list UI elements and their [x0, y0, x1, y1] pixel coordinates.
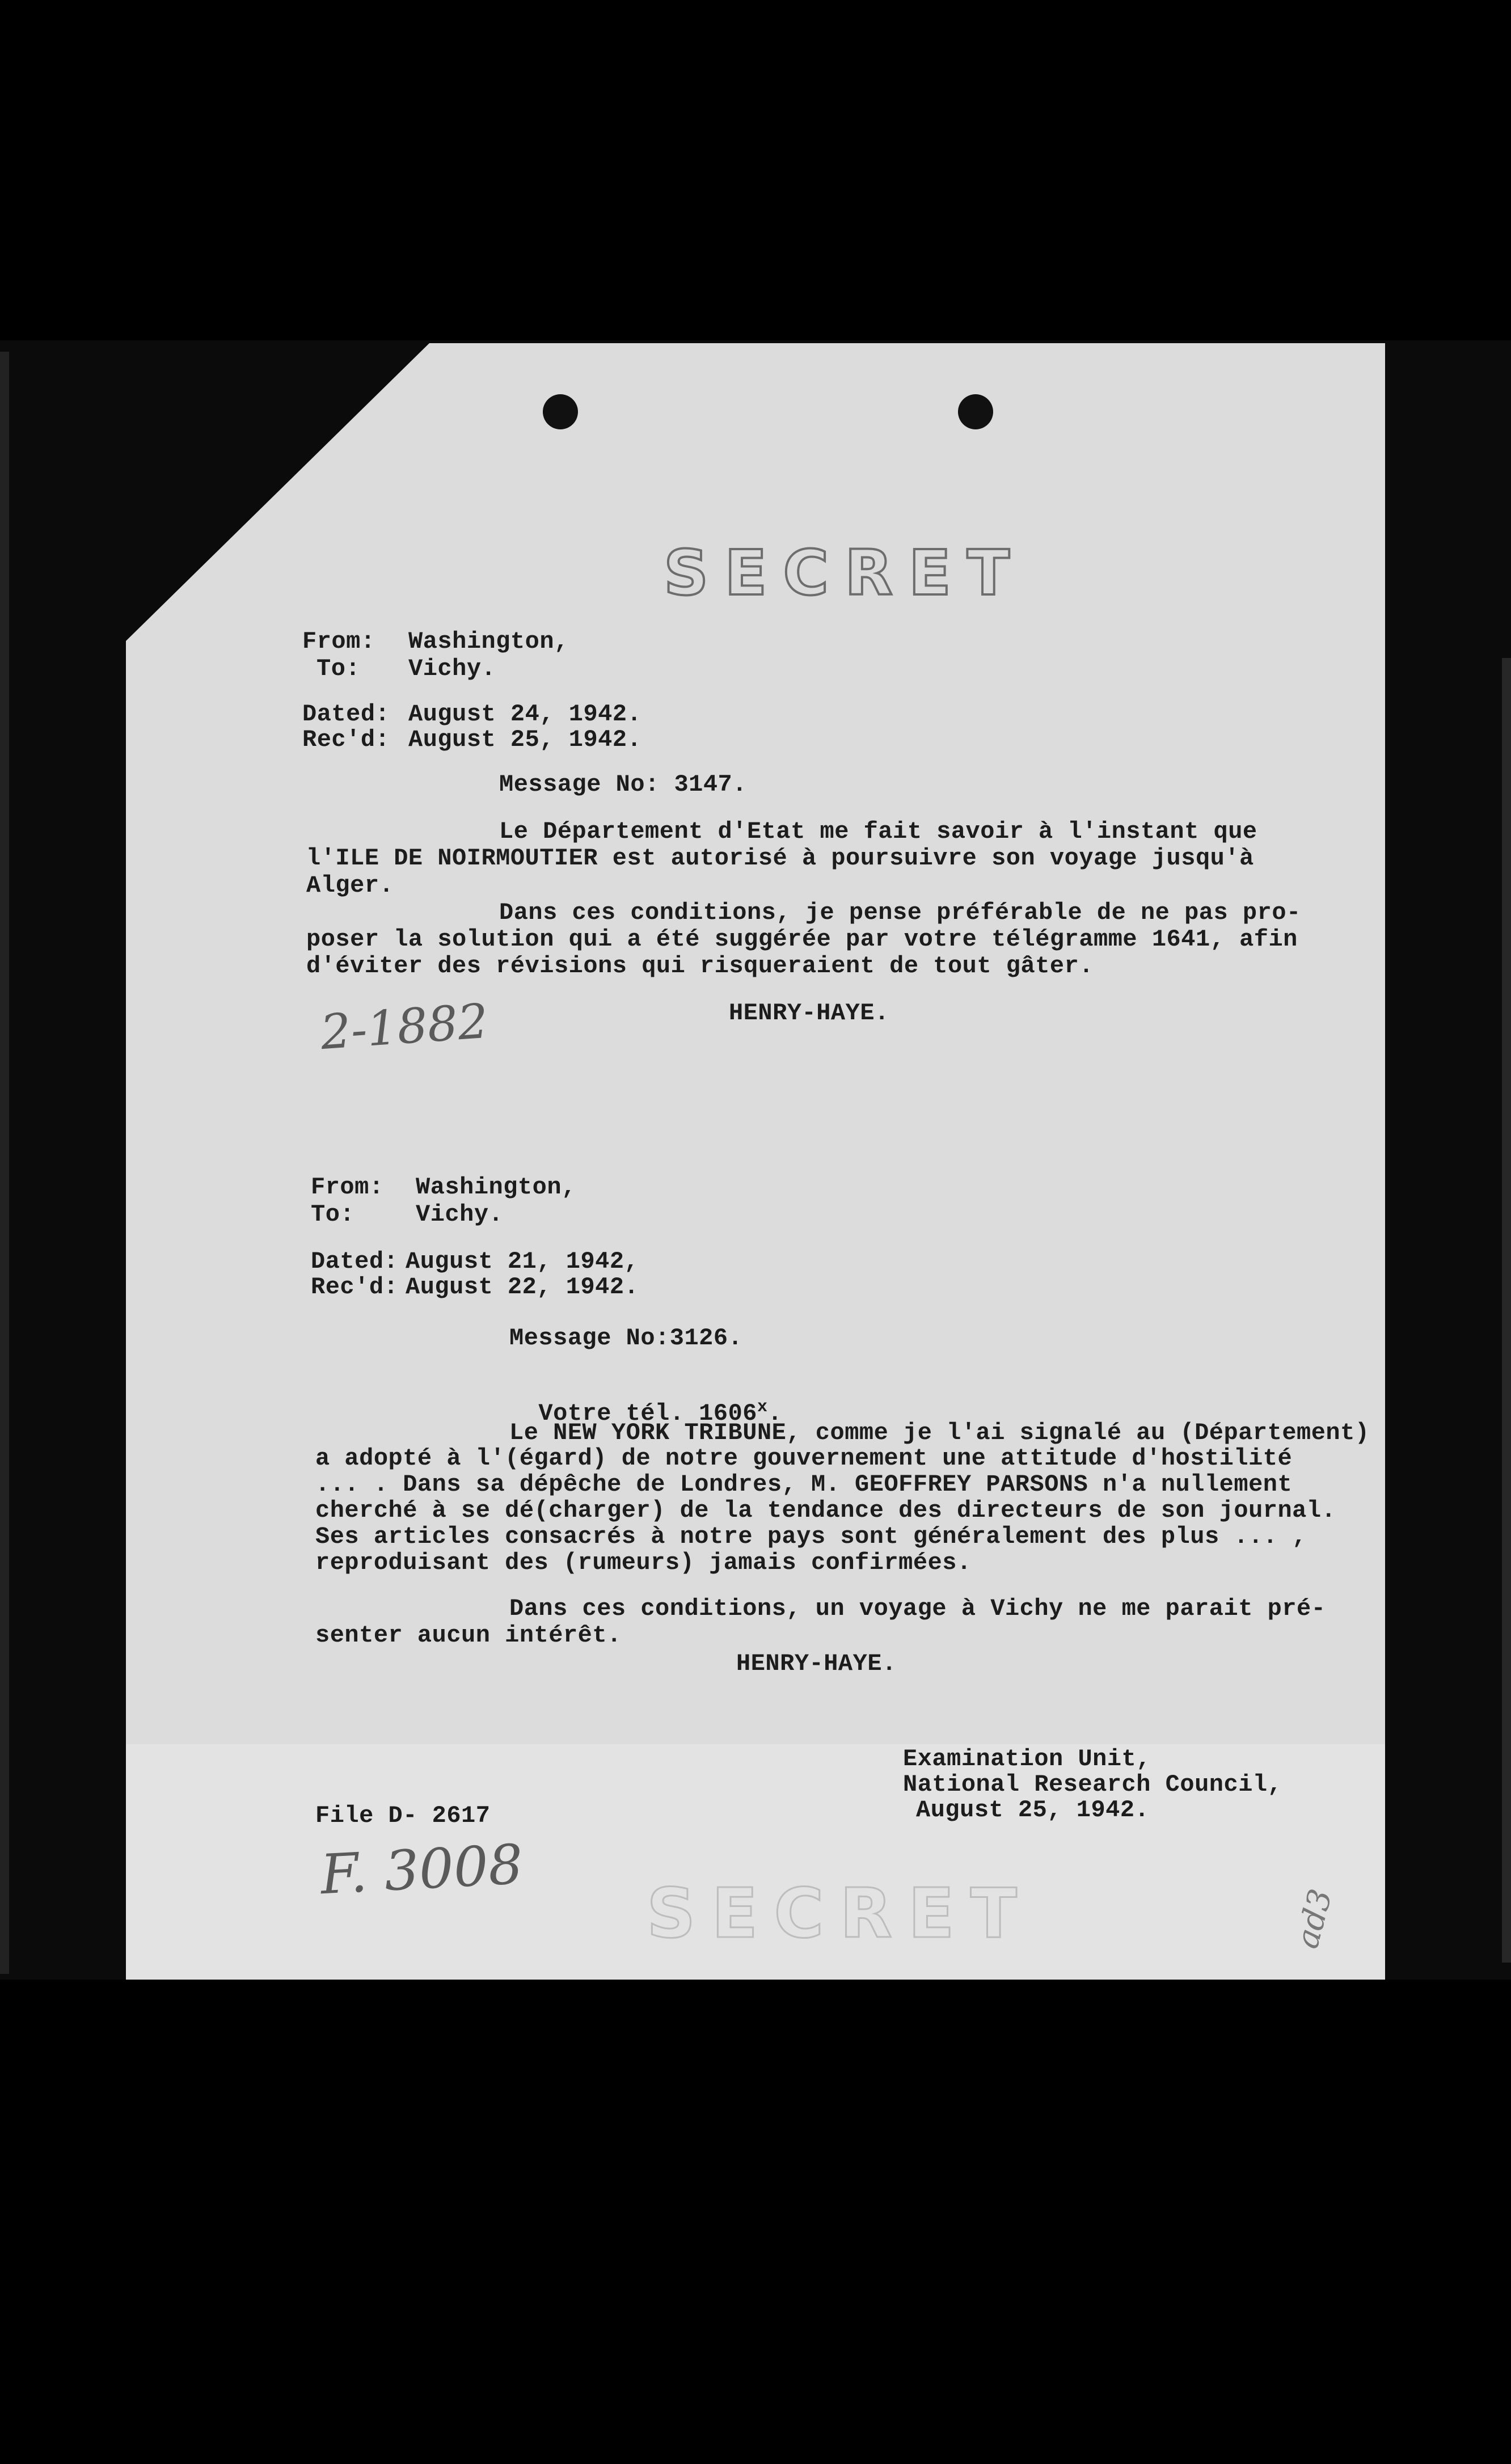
- msg1-to-label: To:: [316, 655, 361, 682]
- msg2-body-line-4: cherché à se dé(charger) de la tendance des directeurs de son journal.: [315, 1497, 1336, 1524]
- msg2-to-label: To:: [311, 1201, 355, 1228]
- film-edge-right: [1502, 658, 1511, 1963]
- examination-unit-line-2: National Research Council,: [903, 1771, 1282, 1798]
- msg2-reference: [509, 1375, 782, 1425]
- msg1-recd-label: Rec'd:: [302, 726, 390, 753]
- msg2-from-label: From:: [311, 1174, 384, 1201]
- msg1-dated-value: August 24, 1942.: [408, 701, 642, 728]
- msg1-body-line-2: l'ILE DE NOIRMOUTIER est autorisé à poursuivre son voyage jusqu'à: [306, 845, 1254, 872]
- msg2-from-value: Washington,: [416, 1174, 576, 1201]
- msg2-recd-label: Rec'd:: [311, 1273, 399, 1301]
- msg1-recd-value: August 25, 1942.: [408, 726, 642, 753]
- msg1-message-no: Message No: 3147.: [499, 771, 747, 798]
- msg1-from-label: From:: [302, 628, 375, 655]
- punch-hole-right: [958, 394, 993, 429]
- corner-initials: ad3: [1288, 1885, 1340, 1952]
- msg2-body-line-3: ... . Dans sa dépêche de Londres, M. GEOFFREY PARSONS n'a nullement: [315, 1471, 1293, 1498]
- secret-stamp-top: SECRET: [664, 537, 1025, 609]
- msg2-message-no: Message No:3126.: [509, 1324, 743, 1352]
- msg1-from-value: Washington,: [408, 628, 569, 655]
- msg2-signature: HENRY-HAYE.: [736, 1650, 897, 1677]
- msg1-body-line-6: d'éviter des révisions qui risqueraient de tout gâter.: [306, 952, 1094, 980]
- msg2-reference-text: Votre tél. 1606: [538, 1400, 757, 1427]
- msg1-dated-label: Dated:: [302, 701, 390, 728]
- examination-unit-date: August 25, 1942.: [916, 1796, 1150, 1824]
- msg1-body-line-3: Alger.: [306, 872, 394, 899]
- msg2-reference-end: .: [767, 1400, 783, 1427]
- msg2-recd-value: August 22, 1942.: [406, 1273, 639, 1301]
- msg2-body-line-2: a adopté à l'(égard) de notre gouvernement une attitude d'hostilité: [315, 1445, 1293, 1472]
- examination-unit-line-1: Examination Unit,: [903, 1745, 1151, 1773]
- msg2-body-line-8: senter aucun intérêt.: [315, 1622, 622, 1649]
- punch-hole-left: [543, 394, 578, 429]
- msg2-body-line-7: Dans ces conditions, un voyage à Vichy ne me parait pré-: [509, 1595, 1326, 1622]
- msg2-reference-mark: x: [757, 1398, 768, 1417]
- msg2-body-line-1: Le NEW YORK TRIBUNE, comme je l'ai signalé au (Département): [509, 1419, 1370, 1446]
- msg1-body-line-4: Dans ces conditions, je pense préférable de ne pas pro-: [499, 899, 1301, 926]
- film-top-band: [0, 0, 1511, 340]
- msg1-body-line-1: Le Département d'Etat me fait savoir à l'instant que: [499, 818, 1257, 845]
- msg1-signature: HENRY-HAYE.: [729, 999, 889, 1027]
- film-bottom-band: [0, 1980, 1511, 2464]
- handwritten-file-number: F. 3008: [319, 1832, 525, 1907]
- film-edge-left: [0, 352, 9, 1974]
- file-number: File D- 2617: [315, 1802, 491, 1829]
- msg2-dated-label: Dated:: [311, 1248, 399, 1275]
- msg2-to-value: Vichy.: [416, 1201, 504, 1228]
- msg2-dated-value: August 21, 1942,: [406, 1248, 639, 1275]
- msg1-to-value: Vichy.: [408, 655, 496, 682]
- msg1-handwritten-note: 2-1882: [318, 993, 490, 1061]
- msg2-body-line-5: Ses articles consacrés à notre pays sont généralement des plus ... ,: [315, 1523, 1307, 1550]
- msg1-body-line-5: poser la solution qui a été suggérée par votre télégramme 1641, afin: [306, 926, 1298, 953]
- msg2-body-line-6: reproduisant des (rumeurs) jamais confirmées.: [315, 1549, 972, 1576]
- secret-stamp-bottom: SECRET: [647, 1875, 1033, 1954]
